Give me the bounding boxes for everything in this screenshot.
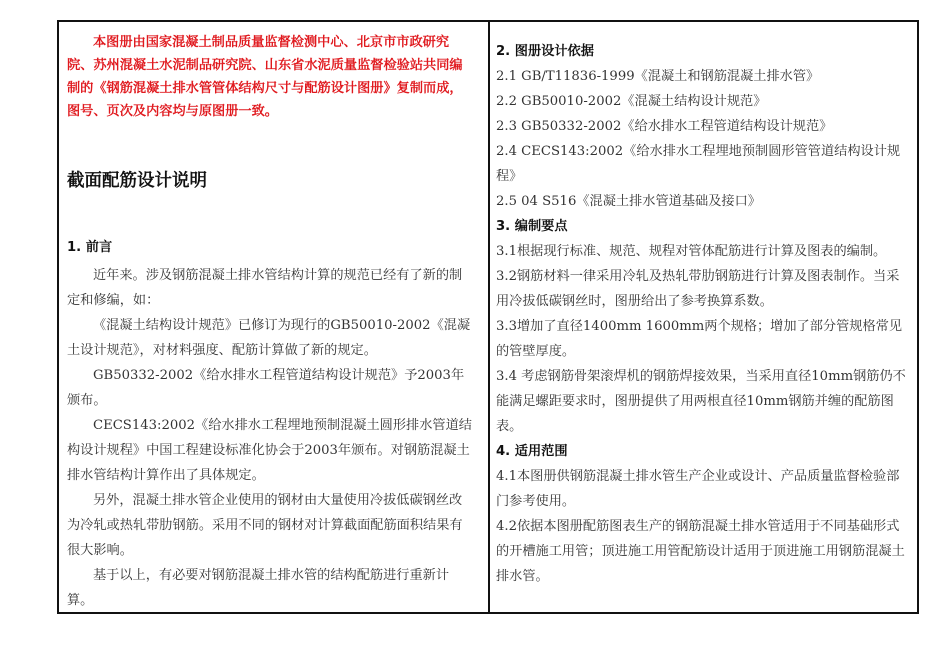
- section-2-item: 2.5 04 S516《混凝土排水管道基础及接口》: [496, 194, 761, 209]
- left-column: [59, 22, 490, 612]
- section-3-heading: 3. 编制要点: [496, 219, 568, 234]
- document-frame: [57, 20, 919, 614]
- section-1-para: 近年来。涉及钢筋混凝土排水管结构计算的规范已经有了新的制定和修编，如：: [67, 268, 463, 308]
- notice-text: 本图册由国家混凝土制品质量监督检测中心、北京市市政研究院、苏州混凝土水泥制品研究院、山东省水泥质量监督检验站共同编制的《钢筋混凝土排水管管体结构尺寸与配筋设计图册》复制而成，图号、页次及内容均与原图册一致。: [67, 35, 463, 119]
- section-4-item: 4.1本图册供钢筋混凝土排水管生产企业或设计、产品质量监督检验部门参考使用。: [496, 469, 900, 509]
- section-1-para: CECS143:2002《给水排水工程埋地预制混凝土圆形排水管道结构设计规程》中国工程建设标准化协会于2003年颁布。对钢筋混凝土排水管结构计算作出了具体规定。: [67, 418, 472, 483]
- section-2-item: 2.3 GB50332-2002《给水排水工程管道结构设计规范》: [496, 119, 833, 134]
- section-1-para: 基于以上，有必要对钢筋混凝土排水管的结构配筋进行重新计算。: [67, 568, 450, 608]
- right-column: [490, 22, 917, 612]
- section-4-item: 4.2依据本图册配筋图表生产的钢筋混凝土排水管适用于不同基础形式的开槽施工用管；顶进施工用管配筋设计适用于顶进施工用钢筋混凝土排水管。: [496, 519, 905, 584]
- section-2-item: 2.4 CECS143:2002《给水排水工程埋地预制圆形管管道结构设计规程》: [496, 144, 901, 184]
- section-3-item: 3.2钢筋材料一律采用冷轧及热轧带肋钢筋进行计算及图表制作。当采用冷拔低碳钢丝时，图册给出了参考换算系数。: [496, 269, 900, 309]
- doc-title: 截面配筋设计说明: [67, 171, 207, 191]
- section-1-para: GB50332-2002《给水排水工程管道结构设计规范》予2003年颁布。: [67, 368, 465, 408]
- section-1-para: 《混凝土结构设计规范》已修订为现行的GB50010-2002《混凝土设计规范》，对材料强度、配筋计算做了新的规定。: [67, 318, 471, 358]
- section-2-item: 2.2 GB50010-2002《混凝土结构设计规范》: [496, 94, 767, 109]
- section-1-heading: 1. 前言: [67, 240, 113, 255]
- section-2-item: 2.1 GB/T11836-1999《混凝土和钢筋混凝土排水管》: [496, 69, 820, 84]
- section-1-para: 另外，混凝土排水管企业使用的钢材由大量使用冷拔低碳钢丝改为冷轧或热轧带肋钢筋。采用不同的钢材对计算截面配筋面积结果有很大影响。: [67, 493, 463, 558]
- section-3-item: 3.1根据现行标准、规范、规程对管体配筋进行计算及图表的编制。: [496, 244, 887, 259]
- section-3-item: 3.3增加了直径1400mm 1600mm两个规格；增加了部分管规格常见的管壁厚度。: [496, 319, 903, 359]
- section-3-item: 3.4 考虑钢筋骨架滚焊机的钢筋焊接效果，当采用直径10mm钢筋仍不能满足螺距要求时，图册提供了用两根直径10mm钢筋并缠的配筋图表。: [496, 369, 906, 434]
- section-4-heading: 4. 适用范围: [496, 444, 568, 459]
- section-2-heading: 2. 图册设计依据: [496, 44, 594, 59]
